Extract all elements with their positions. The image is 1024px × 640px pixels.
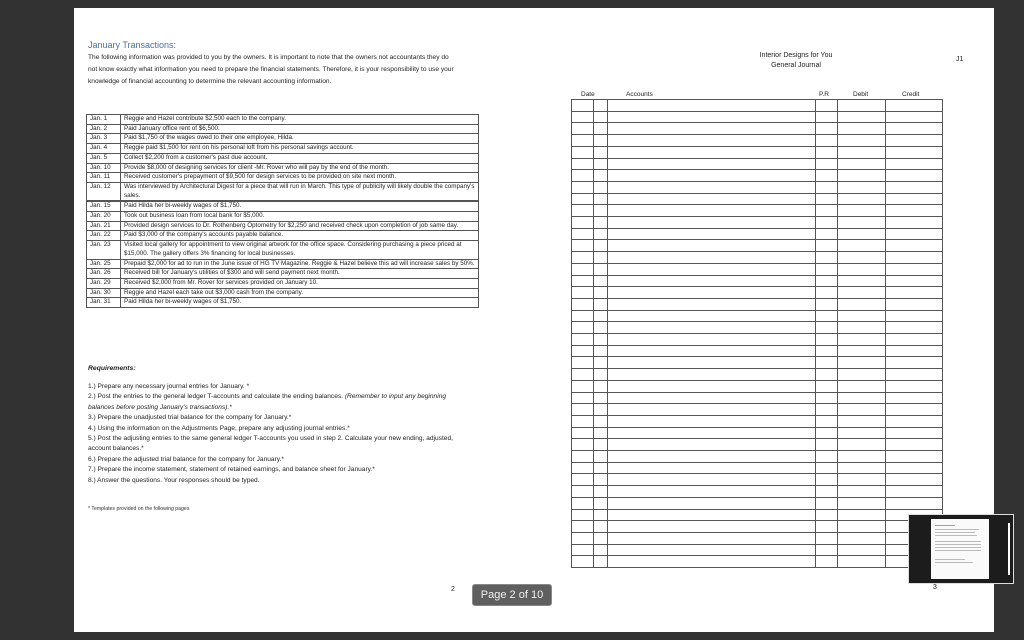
requirement-item bbox=[88, 392, 468, 413]
transaction-row bbox=[87, 124, 479, 134]
journal-column-line bbox=[942, 99, 943, 568]
transaction-row bbox=[87, 153, 479, 163]
transaction-date: Jan. 12 bbox=[87, 182, 121, 201]
journal-row-line bbox=[571, 520, 943, 521]
journal-column-line bbox=[815, 99, 816, 568]
transaction-row bbox=[87, 221, 479, 231]
transaction-text: Visited local gallery for appointment to view original artwork for the office space. Considering purchasing a piece priced at $15,000. The gallery offers 3% financing for local businesses. bbox=[121, 241, 479, 259]
templates-footnote: * Templates provided on the following pages bbox=[88, 506, 190, 512]
requirement-item bbox=[88, 476, 468, 486]
transaction-text: Received $2,000 from Mr. Rover for services provided on January 10. bbox=[121, 278, 479, 288]
journal-row-line bbox=[571, 497, 943, 498]
journal-row-line bbox=[571, 415, 943, 416]
journal-column-line bbox=[885, 99, 886, 568]
journal-row-line bbox=[571, 111, 943, 112]
journal-header bbox=[686, 51, 906, 71]
transaction-date: Jan. 29 bbox=[87, 278, 121, 288]
transaction-text: Paid Hilda her bi-weekly wages of $1,750. bbox=[121, 298, 479, 308]
transaction-text: Provided design services to Dr. Rothenberg Optometry for $2,250 and received check upon completion of job same day. bbox=[121, 221, 479, 231]
left-page-number: 2 bbox=[451, 586, 455, 593]
transaction-date: Jan. 2 bbox=[87, 124, 121, 134]
journal-row-line bbox=[571, 333, 943, 334]
journal-row-line bbox=[571, 473, 943, 474]
journal-row-line bbox=[571, 193, 943, 194]
transaction-date: Jan. 4 bbox=[87, 144, 121, 154]
journal-id: J1 bbox=[956, 56, 964, 63]
requirement-text: 5.) Post the adjusting entries to the same general ledger T-accounts you used in step 2. Calculate your new ending, adjusted, account balances.* bbox=[88, 435, 453, 453]
journal-row-line bbox=[571, 310, 943, 311]
journal-row-line bbox=[571, 134, 943, 135]
col-debit: Debit bbox=[853, 91, 869, 98]
journal-column-line bbox=[837, 99, 838, 568]
thumbnail-scrollbar[interactable] bbox=[1008, 523, 1010, 575]
transaction-date: Jan. 3 bbox=[87, 134, 121, 144]
transaction-row bbox=[87, 259, 479, 269]
col-credit: Credit bbox=[902, 91, 920, 98]
journal-row-line bbox=[571, 438, 943, 439]
transaction-text: Received bill for January's utilities of $300 and will send payment next month. bbox=[121, 269, 479, 279]
journal-row-line bbox=[571, 251, 943, 252]
transaction-row bbox=[87, 269, 479, 279]
transaction-text: Prepaid $2,000 for ad to run in the June issue of HG TV Magazine. Reggie & Hazel believe this ad will increase sales by 50%. bbox=[121, 259, 479, 269]
requirement-item bbox=[88, 424, 468, 434]
transaction-text: Was interviewed by Architectural Digest for a piece that will run in March. This type of publicity will likely double the company's sales. bbox=[121, 182, 479, 201]
journal-column-line bbox=[571, 99, 572, 568]
journal-row-line bbox=[571, 427, 943, 428]
transaction-date: Jan. 22 bbox=[87, 231, 121, 241]
journal-column-line bbox=[607, 99, 608, 568]
transactions-table bbox=[86, 114, 479, 308]
requirement-note: (Remember to input any beginning balances before posting January's transactions).* bbox=[88, 393, 447, 411]
journal-row-line bbox=[571, 345, 943, 346]
general-journal-grid bbox=[571, 88, 943, 568]
journal-row-line bbox=[571, 263, 943, 264]
transactions-title: January Transactions: bbox=[88, 40, 177, 50]
transaction-date: Jan. 1 bbox=[87, 115, 121, 125]
thumbnail-preview bbox=[931, 519, 989, 579]
journal-row-line bbox=[571, 204, 943, 205]
transaction-row bbox=[87, 201, 479, 211]
transaction-row bbox=[87, 115, 479, 125]
page-indicator: Page 2 of 10 bbox=[472, 584, 552, 606]
journal-title: General Journal bbox=[771, 62, 821, 69]
transaction-text: Paid $3,000 of the company's accounts payable balance. bbox=[121, 231, 479, 241]
journal-row-line bbox=[571, 298, 943, 299]
requirement-text: 1.) Prepare any necessary journal entries for January. * bbox=[88, 383, 250, 390]
transaction-row bbox=[87, 212, 479, 222]
col-accounts: Accounts bbox=[626, 91, 653, 98]
transaction-text: Paid Hilda her bi-weekly wages of $1,750. bbox=[121, 201, 479, 211]
journal-row-line bbox=[571, 462, 943, 463]
journal-row-line bbox=[571, 450, 943, 451]
journal-row-line bbox=[571, 146, 943, 147]
journal-row-line bbox=[571, 275, 943, 276]
transaction-text: Provide $8,000 of designing services for client -Mr. Rover who will pay by the end of the month. bbox=[121, 163, 479, 173]
journal-row-line bbox=[571, 99, 943, 100]
requirement-text: 4.) Using the information on the Adjustments Page, prepare any adjusting journal entries.* bbox=[88, 424, 350, 432]
right-page-number: 3 bbox=[933, 584, 937, 591]
transaction-date: Jan. 25 bbox=[87, 259, 121, 269]
transaction-date: Jan. 5 bbox=[87, 153, 121, 163]
transaction-row bbox=[87, 288, 479, 298]
requirement-text: 7.) Prepare the income statement, statement of retained earnings, and balance sheet for January.* bbox=[88, 466, 375, 474]
transaction-row bbox=[87, 144, 479, 154]
journal-row-line bbox=[571, 403, 943, 404]
transaction-row bbox=[87, 182, 479, 201]
transaction-text: Reggie and Hazel each take out $3,000 cash from the company. bbox=[121, 288, 479, 298]
transaction-row bbox=[87, 278, 479, 288]
requirements-title: Requirements: bbox=[88, 365, 136, 372]
left-page bbox=[74, 8, 571, 632]
journal-row-line bbox=[571, 567, 943, 568]
transaction-date: Jan. 26 bbox=[87, 269, 121, 279]
journal-row-line bbox=[571, 286, 943, 287]
requirement-item bbox=[88, 413, 468, 423]
journal-row-line bbox=[571, 485, 943, 486]
requirement-text: 3.) Prepare the unadjusted trial balance for the company for January.* bbox=[88, 414, 292, 422]
transaction-date: Jan. 30 bbox=[87, 288, 121, 298]
transaction-row bbox=[87, 134, 479, 144]
journal-row-line bbox=[571, 392, 943, 393]
transaction-row bbox=[87, 173, 479, 183]
transaction-date: Jan. 20 bbox=[87, 212, 121, 222]
journal-row-line bbox=[571, 228, 943, 229]
requirement-text: 8.) Answer the questions. Your responses should be typed. bbox=[88, 476, 260, 484]
journal-row-line bbox=[571, 122, 943, 123]
transaction-date: Jan. 23 bbox=[87, 241, 121, 259]
col-date: Date bbox=[581, 91, 595, 98]
intro-paragraph: The following information was provided to you by the owners. It is important to note that the owners not accountants they do not know exactly what information you need to prepare the financial statements. Therefore, it is your responsibility to use your knowledge of financial accounting to determine the relevant accounting information. bbox=[88, 54, 454, 85]
transaction-row bbox=[87, 298, 479, 308]
transaction-text: Paid January office rent of $6,500. bbox=[121, 124, 479, 134]
journal-column-line bbox=[593, 99, 594, 568]
transaction-text: Received customer's prepayment of $9,500 for design services to be provided on site next month. bbox=[121, 173, 479, 183]
requirements-list bbox=[88, 382, 468, 486]
journal-row-line bbox=[571, 239, 943, 240]
journal-row-line bbox=[571, 368, 943, 369]
requirement-item bbox=[88, 465, 468, 475]
transaction-text: Reggie and Hazel contribute $2,500 each to the company. bbox=[121, 115, 479, 125]
transaction-date: Jan. 31 bbox=[87, 298, 121, 308]
journal-row-line bbox=[571, 544, 943, 545]
requirement-text: 6.) Prepare the adjusted trial balance for the company for January.* bbox=[88, 455, 284, 463]
journal-row-line bbox=[571, 532, 943, 533]
journal-row-line bbox=[571, 321, 943, 322]
journal-row-line bbox=[571, 380, 943, 381]
journal-row-line bbox=[571, 181, 943, 182]
transaction-date: Jan. 15 bbox=[87, 201, 121, 211]
col-pr: P.R bbox=[819, 91, 829, 98]
journal-row-line bbox=[571, 509, 943, 510]
transaction-text: Collect $2,200 from a customer's past due account. bbox=[121, 153, 479, 163]
journal-row-line bbox=[571, 356, 943, 357]
transaction-text: Paid $1,750 of the wages owed to their one employee, Hilda. bbox=[121, 134, 479, 144]
transaction-date: Jan. 21 bbox=[87, 221, 121, 231]
transaction-date: Jan. 11 bbox=[87, 173, 121, 183]
requirement-item bbox=[88, 434, 468, 455]
journal-row-line bbox=[571, 169, 943, 170]
page-thumbnail[interactable] bbox=[908, 514, 1014, 584]
transaction-row bbox=[87, 231, 479, 241]
requirement-item bbox=[88, 455, 468, 465]
company-name: Interior Designs for You bbox=[759, 52, 833, 59]
transaction-row bbox=[87, 241, 479, 259]
transaction-row bbox=[87, 163, 479, 173]
requirement-item bbox=[88, 382, 468, 392]
requirement-text: 2.) Post the entries to the general ledger T-accounts and calculate the ending balances. bbox=[88, 393, 344, 401]
transaction-text: Took out business loan from local bank for $5,000. bbox=[121, 212, 479, 222]
transaction-date: Jan. 10 bbox=[87, 163, 121, 173]
transaction-text: Reggie paid $1,500 for rent on his personal loft from his personal savings account. bbox=[121, 144, 479, 154]
journal-row-line bbox=[571, 158, 943, 159]
journal-row-line bbox=[571, 555, 943, 556]
journal-row-line bbox=[571, 216, 943, 217]
